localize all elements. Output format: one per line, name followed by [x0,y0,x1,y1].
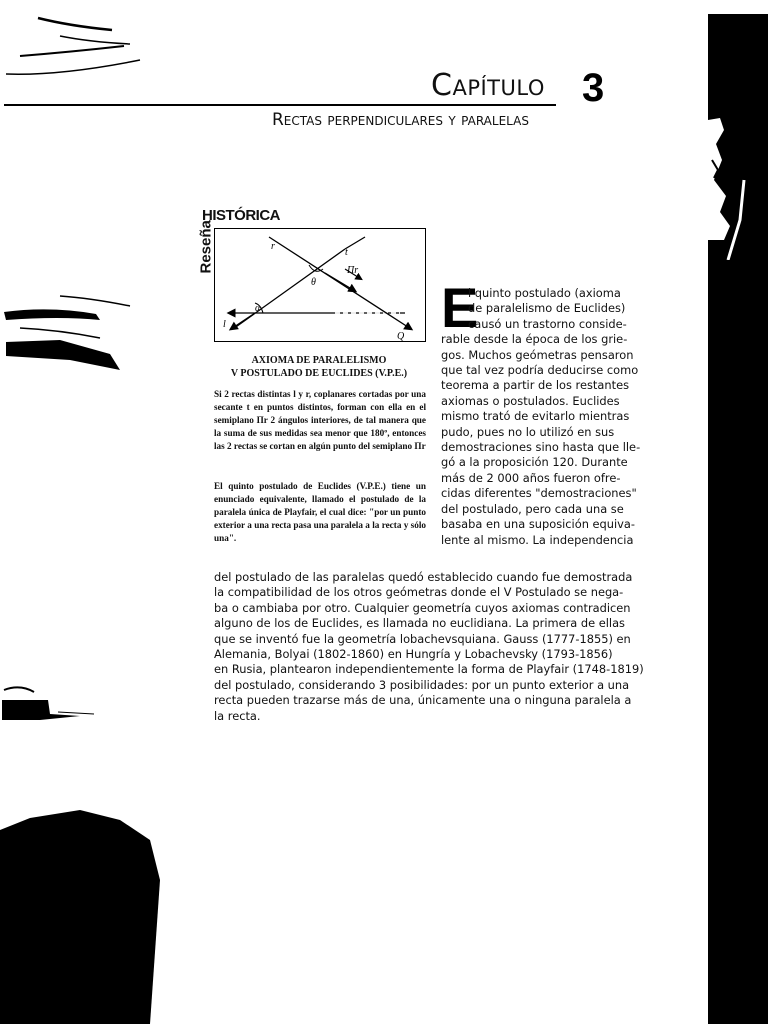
parallel-axiom-figure [214,228,426,342]
axiom-title [212,354,426,380]
axiom-paragraph-2: El quinto postulado de Euclides (V.P.E.) tiene un enunciado equivalente, llamado el postulado de la paralela única de Playfair, el cual dice: "por un punto exterior a una recta pasa una paralela a la recta y sólo una". [214,481,426,543]
body-line: del postulado, pero cada una se [441,501,624,516]
axiom-paragraph-1: Si 2 rectas distintas l y r, coplanares cortadas por una secante t en puntos distintos, forman con ella en el semiplano Πr 2 ángulos interiores, de tal manera que la suma de sus medidas sea menor que 180º, entonces las 2 rectas se cortan en algún punto del semiplano Πr [214,389,426,451]
body-line: que tal vez podría deducirse como [441,363,639,378]
body-line: Alemania, Bolyai (1802-1860) en Hungría y Lobachevsky (1793-1856) [214,647,613,662]
body-line: alguno de los de Euclides, es llamada no euclidiana. La primera de ellas [214,616,625,631]
chapter-subtitle: Rectas perpendiculares y paralelas [272,110,529,130]
svg-text:l: l [223,319,226,330]
body-line: cidas diferentes "demostraciones" [441,486,637,501]
drop-cap: E [441,276,479,339]
body-line: gos. Muchos geómetras pensaron [441,347,634,362]
svg-text:r: r [271,241,275,252]
chapter-number: 3 [582,66,605,110]
svg-text:Q: Q [397,331,405,341]
body-line: de paralelismo de Euclides) [468,301,626,316]
body-line: axiomas o postulados. Euclides [441,393,620,408]
body-line: la compatibilidad de los otros geómetras donde el V Postulado se nega- [214,585,624,600]
body-right-column [441,276,641,548]
body-line: la recta. [214,708,261,723]
secant-t [269,237,411,329]
body-bottom-paragraph [214,570,644,724]
svg-text:α: α [255,303,261,314]
section-heading-resena: Reseña [197,220,215,274]
svg-text:t: t [345,247,348,258]
body-line: l quinto postulado (axioma [468,286,621,300]
body-line: que se inventó fue la geometría lobachevsquiana. Gauss (1777-1855) en [214,631,631,646]
body-line: rable desde la época de los grie- [441,332,628,347]
body-line: más de 2 000 años fueron ofre- [441,470,621,485]
body-line: gó a la proposición 120. Durante [441,455,628,470]
axiom-title-line1: AXIOMA DE PARALELISMO [251,355,387,366]
body-line: demostraciones sino hasta que lle- [441,440,641,455]
section-heading-historica: HISTÓRICA [202,207,280,224]
body-line: del postulado de las paralelas quedó establecido cuando fue demostrada [214,570,633,584]
chapter-word: Capítulo [431,68,545,103]
body-line: basaba en una suposición equiva- [441,517,635,532]
axiom-title-line2: V POSTULADO DE EUCLIDES (V.P.E.) [230,368,408,379]
decorative-brush-strokes [0,0,180,1024]
body-line: mismo trató de evitarlo mientras [441,409,630,424]
figure-diagram [215,229,425,341]
body-line: recta pueden trazarse más de una, únicamente una o ninguna paralela a [214,693,632,708]
svg-text:Πr: Πr [347,265,359,276]
body-line: del postulado, considerando 3 posibilidades: por un punto exterior a una [214,677,630,692]
bar-torn-edge [700,100,768,260]
body-line: pudo, pues no lo utilizó en sus [441,424,615,439]
svg-text:θ: θ [311,277,316,288]
body-line: teorema a partir de los restantes [441,378,630,393]
body-line: lente al mismo. La independencia [441,532,634,547]
body-line: causó un trastorno conside- [468,316,627,331]
header-rule [4,104,556,106]
body-line: ba o cambiaba por otro. Cualquier geometría cuyos axiomas contradicen [214,600,631,615]
body-line: en Rusia, plantearon independientemente la forma de Playfair (1748-1819) [214,662,644,677]
